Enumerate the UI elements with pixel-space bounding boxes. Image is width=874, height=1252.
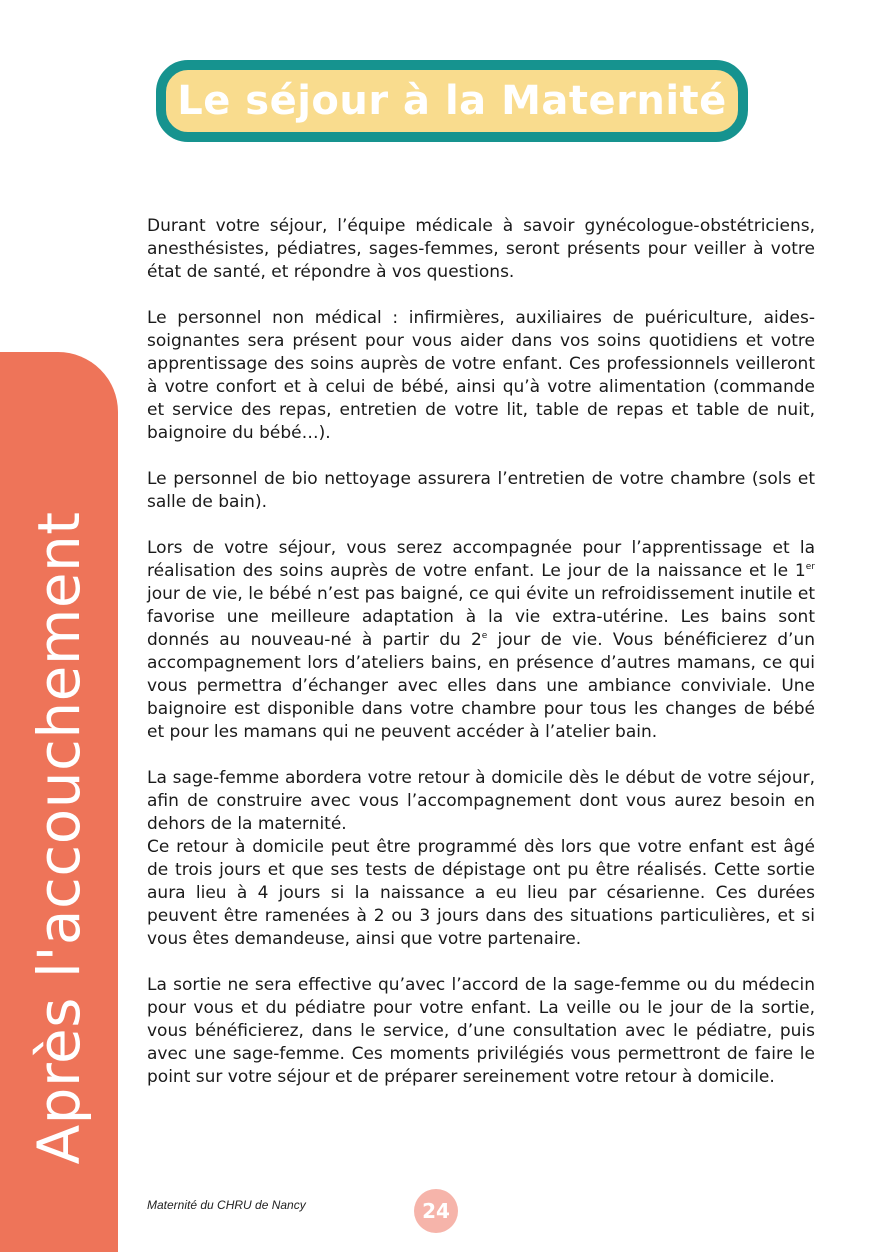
- paragraph-cleaning-staff: Le personnel de bio nettoyage assurera l’entretien de votre chambre (sols et salle de bain).: [147, 469, 815, 512]
- paragraph-intro: Durant votre séjour, l’équipe médicale à savoir gynécologue-obstétriciens, anesthésistes, pédiatres, sages-femmes, seront présents pour veiller à votre état de santé, et répondre à vos questions.: [147, 216, 815, 282]
- superscript-second: e: [481, 631, 488, 641]
- paragraph-baby-care: [147, 537, 815, 744]
- paragraph-midwife-return: La sage-femme abordera votre retour à domicile dès le début de votre séjour, afin de construire avec vous l’accompagnement dont vous aurez besoin en dehors de la maternité.: [147, 768, 815, 834]
- paragraph-baby-care-part-3: jour de vie. Vous bénéficierez d’un accompagnement lors d’ateliers bains, en présence d’autres mamans, ce qui vous permettra d’échanger avec elles dans une ambiance conviviale. Une baignoire est disponible dans votre chambre pour tous les changes de bébé et pour les mamans qui ne peuvent accéder à l’atelier bain.: [147, 630, 816, 742]
- paragraph-return-home: Ce retour à domicile peut être programmé dès lors que votre enfant est âgé de trois jours et que ses tests de dépistage ont pu être réalisés. Cette sortie aura lieu à 4 jours si la naissance a eu lieu par césarienne. Ces durées peuvent être ramenées à 2 ou 3 jours dans des situations particulières, et si vous êtes demandeuse, ainsi que votre partenaire.: [147, 837, 815, 949]
- superscript-first: er: [805, 562, 815, 572]
- paragraph-discharge: La sortie ne sera effective qu’avec l’accord de la sage-femme ou du médecin pour vous et du pédiatre pour votre enfant. La veille ou le jour de la sortie, vous bénéficierez, dans le service, d’une consultation avec le pédiatre, puis avec une sage-femme. Ces moments privilégiés vous permettront de faire le point sur votre séjour et de préparer sereinement votre retour à domicile.: [147, 975, 815, 1087]
- title-banner: [156, 60, 748, 142]
- paragraph-non-medical-staff: Le personnel non médical : infirmières, auxiliaires de puériculture, aides-soignantes sera présent pour vous aider dans vos soins quotidiens et votre apprentissage des soins auprès de votre enfant. Ces professionnels veilleront à votre confort et à celui de bébé, ainsi qu’à votre alimentation (commande et service des repas, entretien de votre lit, table de repas et table de nuit, baignoire du bébé…).: [147, 308, 815, 443]
- page-number: 24: [422, 1199, 450, 1223]
- footer-source: Maternité du CHRU de Nancy: [147, 1198, 306, 1212]
- main-content: [147, 215, 815, 1112]
- page-title: Le séjour à la Maternité: [177, 78, 727, 124]
- page-number-badge: [414, 1189, 458, 1233]
- paragraph-baby-care-part-1: Lors de votre séjour, vous serez accompagnée pour l’apprentissage et la réalisation des soins auprès de votre enfant. Le jour de la naissance et le 1: [147, 538, 815, 581]
- side-section-label: Après l'accouchement: [25, 511, 93, 1165]
- paragraph-baby-care-part-2: jour de vie, le bébé n’est pas baigné, ce qui évite un refroidissement inutile et favorise une meilleure adaptation à la vie extra-utérine. Les bains sont donnés au nouveau-né à partir du 2: [147, 584, 815, 650]
